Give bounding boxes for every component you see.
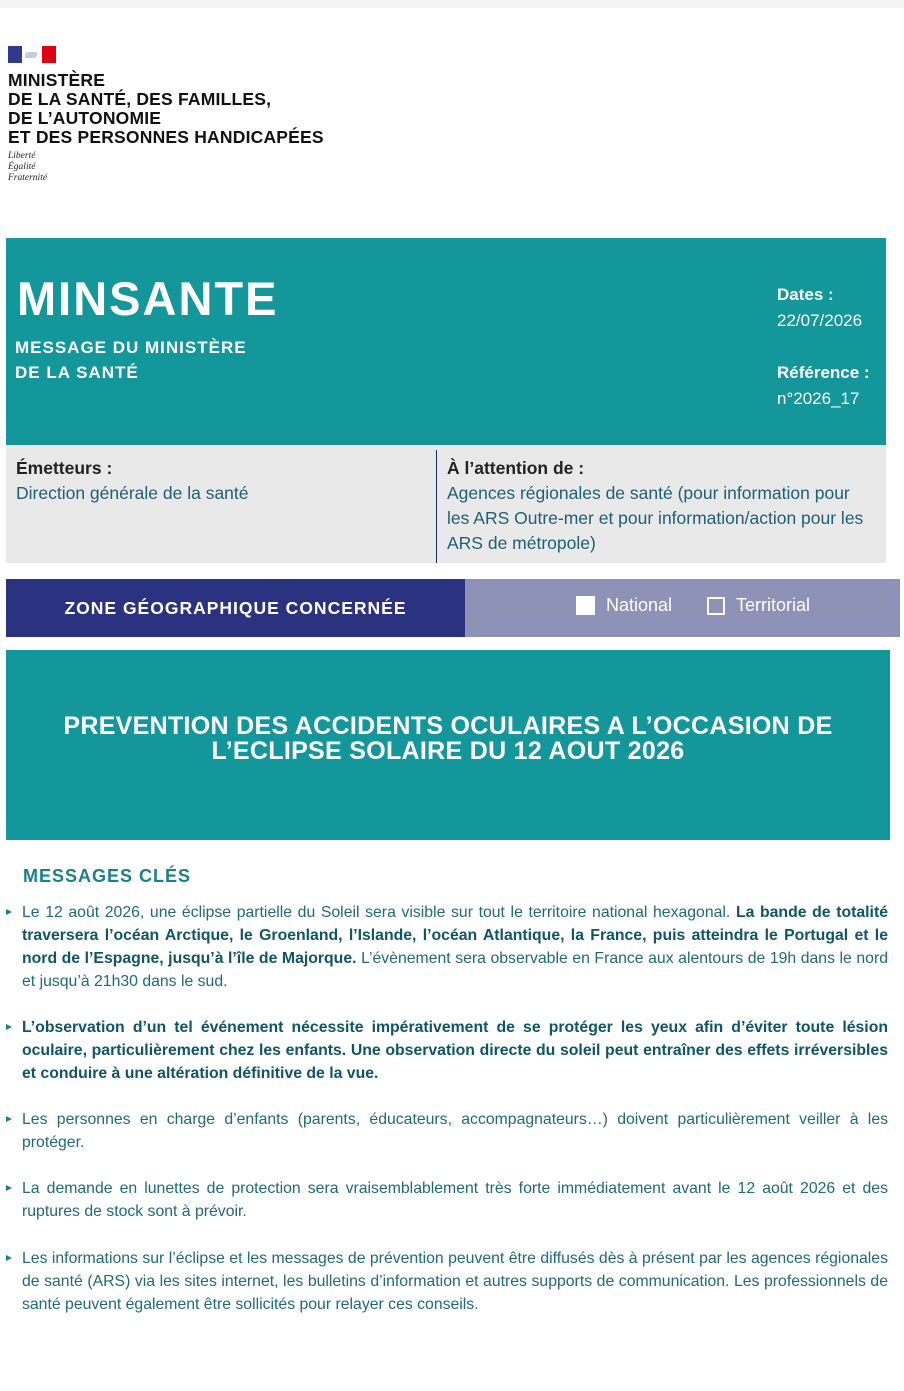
republic-motto: Liberté Égalité Fraternité bbox=[8, 151, 48, 183]
marianne-flag-icon bbox=[8, 46, 56, 63]
key-message-item: Le 12 août 2026, une éclipse partielle du Soleil sera visible sur tout le territoire national hexagonal. La bande de totalité traversera l’océan Arctique, le Groenland, l’Islande, l’océan Atlantique, la France, puis atteindra le Portugal et le nord de l’Espagne, jusqu’à l’île de Majorque. L’évènement sera observable en France aux alentours de 19h dans le nord et jusqu’à 21h30 dans le sud. bbox=[22, 901, 888, 993]
attention-value: Agences régionales de santé (pour information pour les ARS Outre-mer et pour information/action pour les ARS de métropole) bbox=[447, 483, 864, 553]
geographic-zone-bar bbox=[6, 579, 900, 637]
info-row bbox=[6, 446, 886, 563]
emitters-value: Direction générale de la santé bbox=[16, 483, 249, 503]
emitters-label: Émetteurs : bbox=[16, 458, 113, 478]
attention-block bbox=[447, 456, 872, 556]
key-messages-heading: MESSAGES CLÉS bbox=[23, 866, 192, 886]
brand-subtitle: MESSAGE DU MINISTÈRE DE LA SANTÉ bbox=[15, 338, 247, 382]
attention-label: À l’attention de : bbox=[447, 458, 585, 478]
key-message-item: Les personnes en charge d’enfants (parents, éducateurs, accompagnateurs…) doivent particulièrement veiller à les protéger. bbox=[22, 1108, 888, 1154]
zone-option-national[interactable] bbox=[576, 595, 672, 616]
zone-label: ZONE GÉOGRAPHIQUE CONCERNÉE bbox=[6, 579, 465, 637]
minsante-banner bbox=[6, 238, 886, 445]
reference-value: n°2026_17 bbox=[777, 389, 860, 408]
message-title-box bbox=[6, 650, 890, 840]
checkbox-checked-icon[interactable] bbox=[576, 596, 595, 615]
key-message-item: La demande en lunettes de protection sera vraisemblablement très forte immédiatement avant le 12 août 2026 et des ruptures de stock sont à prévoir. bbox=[22, 1177, 888, 1223]
ministry-name: MINISTÈRE DE LA SANTÉ, DES FAMILLES, DE L’AUTONOMIE ET DES PERSONNES HANDICAPÉES bbox=[8, 70, 324, 147]
key-message-item: L’observation d’un tel événement nécessite impérativement de se protéger les yeux afin d’éviter toute lésion oculaire, particulièrement chez les enfants. Une observation directe du soleil peut entraîner des effets irréversibles et conduire à une altération définitive de la vue. bbox=[22, 1016, 888, 1085]
checkbox-empty-icon[interactable] bbox=[707, 597, 725, 615]
dates-value: 22/07/2026 bbox=[777, 311, 863, 330]
top-strip bbox=[0, 0, 904, 8]
key-message-item: Les informations sur l’éclipse et les messages de prévention peuvent être diffusés dès à présent par les agences régionales de santé (ARS) via les sites internet, les bulletins d’information et autres supports de communication. Les professionnels de santé peuvent également être sollicités pour relayer ces conseils. bbox=[22, 1247, 888, 1316]
zone-option-label: National bbox=[606, 595, 673, 615]
brand-title: MINSANTE bbox=[17, 272, 279, 325]
zone-options bbox=[465, 579, 900, 637]
zone-option-territorial[interactable] bbox=[707, 595, 810, 616]
ministry-logo bbox=[8, 46, 324, 184]
document-meta bbox=[777, 282, 870, 412]
emitters-block bbox=[16, 456, 426, 506]
column-divider bbox=[436, 450, 437, 563]
zone-option-label: Territorial bbox=[736, 595, 811, 615]
dates-label: Dates : bbox=[777, 285, 834, 304]
message-title: PREVENTION DES ACCIDENTS OCULAIRES A L’OCCASION DE L’ECLIPSE SOLAIRE DU 12 AOUT 2026 bbox=[63, 712, 833, 765]
reference-label: Référence : bbox=[777, 363, 870, 382]
